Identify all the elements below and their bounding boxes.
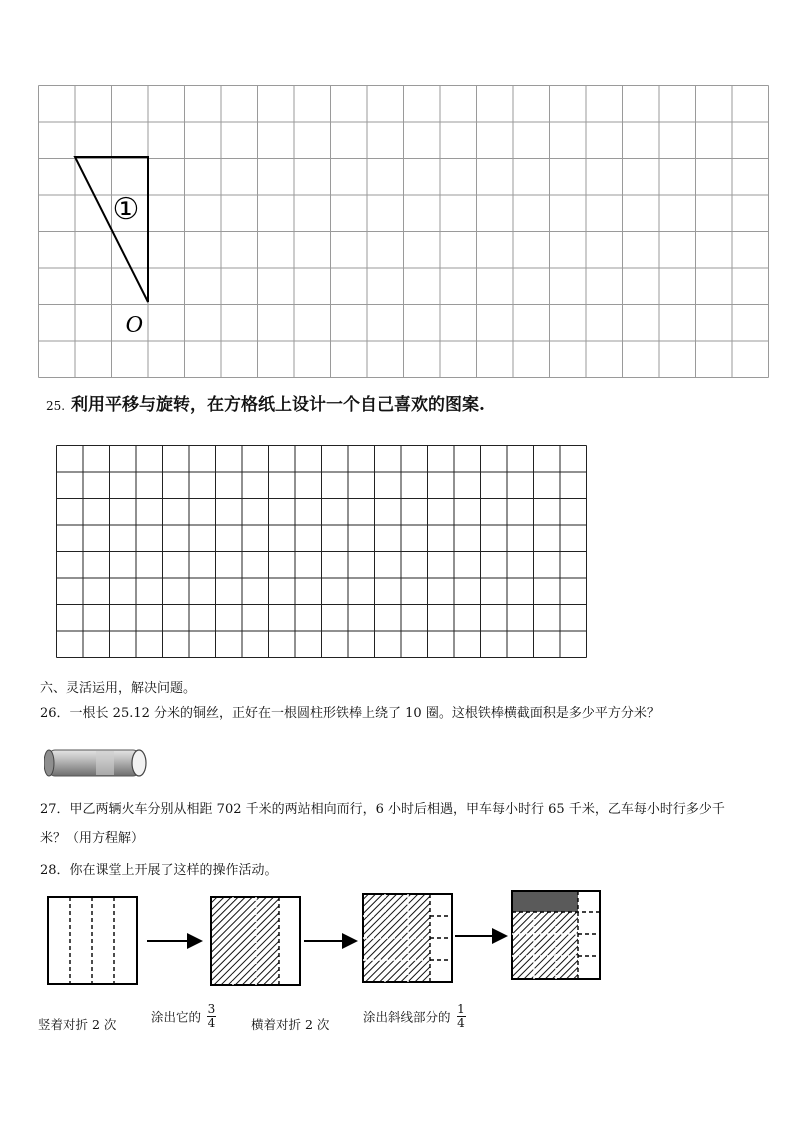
question-27-line-1: 27．甲乙两辆火车分别从相距 702 千米的两站相向而行，6 小时后相遇，甲车每小时行 65 千米，乙车每小时行多少千	[40, 802, 725, 817]
iron-rod-image	[44, 745, 154, 781]
paper-folded-horizontally	[363, 894, 452, 982]
triangle-label: ①	[112, 192, 140, 227]
paper-folded-vertically	[48, 897, 137, 984]
fraction-numerator: 1	[457, 1002, 465, 1016]
folding-activity-diagram	[0, 880, 794, 990]
fraction-numerator: 3	[207, 1002, 216, 1016]
caption-step-4-text: 涂出斜线部分的	[363, 1009, 451, 1025]
question-27-line-2: 米？（用方程解）	[40, 831, 145, 846]
caption-step-2	[151, 1003, 216, 1030]
question-26-text: 26．一根长 25.12 分米的铜丝，正好在一根圆柱形铁棒上绕了 10 圈。这根铁棒横截面积是多少平方分米？	[40, 706, 660, 721]
fraction-three-quarters	[207, 1003, 216, 1030]
top-grid-figure	[0, 0, 794, 390]
question-25-text: 利用平移与旋转，在方格纸上设计一个自己喜欢的图案.	[71, 395, 485, 415]
point-o-label: O	[125, 312, 143, 338]
fraction-denominator: 4	[457, 1016, 465, 1030]
question-25-number: 25.	[46, 399, 66, 413]
question-25	[46, 397, 485, 414]
caption-step-3: 横着对折 2 次	[251, 1017, 330, 1032]
section-heading: 六、灵活运用，解决问题。	[40, 681, 197, 696]
fraction-denominator: 4	[207, 1016, 216, 1030]
caption-step-4	[363, 1003, 466, 1030]
design-grid	[0, 430, 794, 670]
fraction-one-quarter	[457, 1003, 466, 1030]
question-28-text: 28．你在课堂上开展了这样的操作活动。	[40, 863, 278, 878]
paper-quarter-of-shaded	[512, 891, 600, 979]
caption-step-1: 竖着对折 2 次	[38, 1017, 117, 1032]
caption-step-2-text: 涂出它的	[151, 1009, 202, 1025]
paper-three-quarters-shaded	[211, 897, 300, 985]
